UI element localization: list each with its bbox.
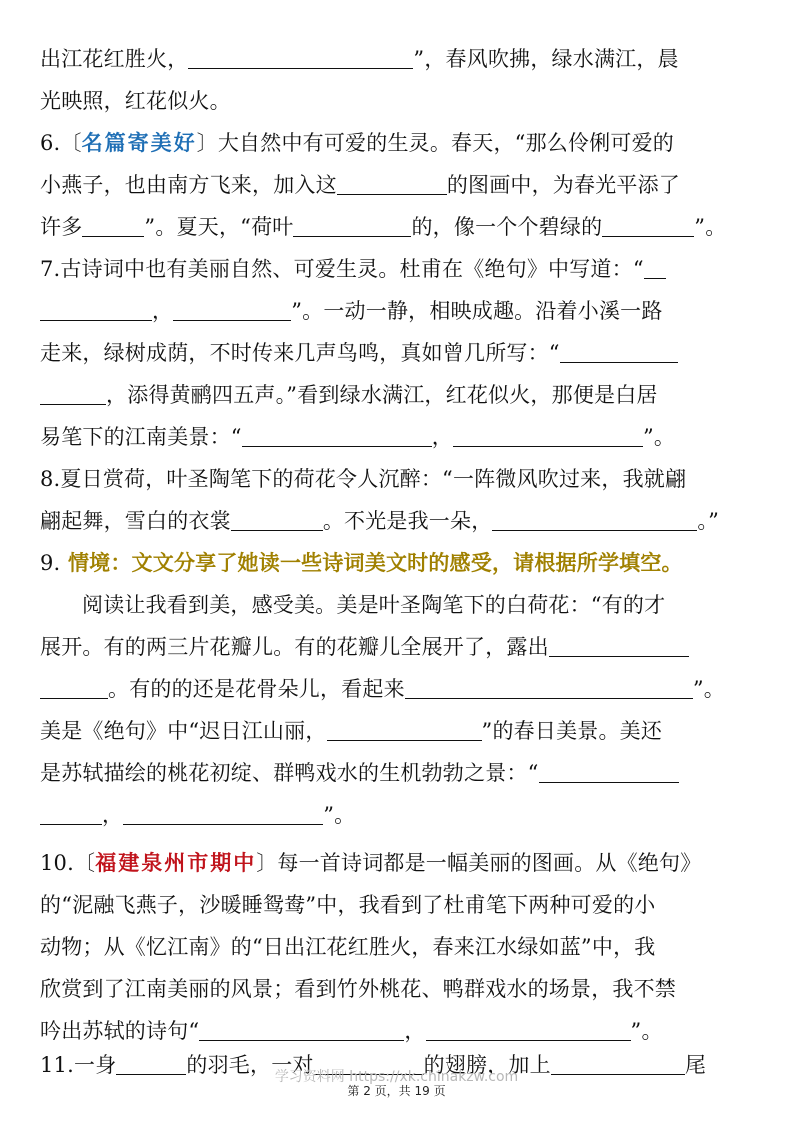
- question-9-line-4: [40, 716, 755, 746]
- question-instruction: 情境：文文分享了她读一些诗词美文时的感受，请根据所学填空。: [67, 550, 683, 575]
- text-segment: 的翅膀，加上: [423, 1053, 551, 1077]
- question-10-line-2: [40, 890, 755, 920]
- text-line: [40, 44, 755, 74]
- fill-blank[interactable]: [327, 720, 482, 741]
- fill-blank[interactable]: [602, 216, 694, 237]
- fill-blank[interactable]: [549, 636, 689, 657]
- source-tag: 福建泉州市期中: [95, 850, 257, 875]
- text-segment: 大自然中有可爱的生灵。春天，“那么伶俐可爱的: [217, 131, 674, 155]
- question-8-line-1: [40, 464, 755, 494]
- source-tag: 名篇寄美好: [81, 130, 197, 155]
- text-segment: ”，春风吹拂，绿水满江，晨: [413, 47, 679, 71]
- question-6-line-3: [40, 212, 755, 242]
- text-segment: 的羽毛，一对: [186, 1053, 314, 1077]
- text-segment: 吟出苏轼的诗句“: [40, 1019, 200, 1043]
- bracket: 〕: [256, 851, 278, 875]
- fill-blank[interactable]: [426, 1020, 631, 1041]
- question-number: 10.: [40, 851, 74, 875]
- page-footer: 第 2 页，共 19 页: [347, 1084, 446, 1098]
- text-segment: ，: [102, 803, 124, 827]
- text-segment: 。不光是我一朵，: [322, 509, 493, 533]
- text-segment: ”。一动一静，相映成趣。沿着小溪一路: [291, 299, 663, 323]
- fill-blank[interactable]: [405, 678, 693, 699]
- question-7-line-4: [40, 380, 755, 410]
- question-number: 9.: [40, 551, 61, 575]
- text-segment: 。”: [697, 509, 720, 533]
- question-9-line-3: [40, 674, 755, 704]
- fill-blank[interactable]: [173, 300, 291, 321]
- text-segment: 。有的的还是花骨朵儿，看起来: [108, 677, 405, 701]
- text-segment: ，: [152, 299, 174, 323]
- text-segment: 7.古诗词中也有美丽自然、可爱生灵。杜甫在《绝句》中写道：“: [40, 257, 644, 281]
- fill-blank[interactable]: [242, 426, 432, 447]
- question-6-line-2: [40, 170, 755, 200]
- fill-blank[interactable]: [453, 426, 643, 447]
- text-line: [40, 86, 755, 116]
- bracket: 〔: [60, 131, 82, 155]
- question-10-line-5: [40, 1016, 755, 1046]
- question-8-line-2: [40, 506, 755, 536]
- text-segment: 走来，绿树成荫，不时传来几声鸟鸣，真如曾几所写：“: [40, 341, 560, 365]
- text-segment: 每一首诗词都是一幅美丽的图画。从《绝句》: [277, 851, 702, 875]
- question-10-line-3: [40, 932, 755, 962]
- fill-blank[interactable]: [40, 804, 102, 825]
- text-segment: 的“泥融飞燕子，沙暖睡鸳鸯”中，我看到了杜甫笔下两种可爱的小: [40, 893, 656, 917]
- watermark: 学习资料网 https://xk.chinakzw.com: [274, 1069, 519, 1085]
- fill-blank[interactable]: [123, 804, 323, 825]
- fill-blank[interactable]: [40, 384, 106, 405]
- text-segment: 阅读让我看到美，感受美。美是叶圣陶笔下的白荷花：“有的才: [82, 593, 666, 617]
- question-9-title: [40, 548, 755, 578]
- text-segment: ”。: [630, 1019, 663, 1043]
- text-segment: 尾: [684, 1053, 707, 1077]
- fill-blank[interactable]: [82, 216, 144, 237]
- fill-blank[interactable]: [560, 342, 678, 363]
- question-6-line-1: [40, 128, 755, 158]
- text-segment: 易笔下的江南美景：“: [40, 425, 242, 449]
- text-segment: 展开。有的两三片花瓣儿。有的花瓣儿全展开了，露出: [40, 635, 549, 659]
- text-segment: 许多: [40, 215, 83, 239]
- text-segment: 的图画中，为春光平添了: [446, 173, 681, 197]
- fill-blank[interactable]: [188, 48, 413, 69]
- text-segment: ，添得黄鹂四五声。”看到绿水满江，红花似火，那便是白居: [106, 383, 658, 407]
- text-segment: ”。夏天，“荷叶: [144, 215, 294, 239]
- bracket: 〕: [196, 131, 218, 155]
- text-segment: 欣赏到了江南美丽的风景；看到竹外桃花、鸭群戏水的场景，我不禁: [40, 977, 676, 1001]
- question-7-line-2: [40, 296, 755, 326]
- text-segment: ”的春日美景。美还: [481, 719, 663, 743]
- text-segment: ”。: [692, 677, 725, 701]
- fill-blank[interactable]: [231, 510, 323, 531]
- text-segment: 是苏轼描绘的桃花初绽、群鸭戏水的生机勃勃之景：“: [40, 761, 539, 785]
- text-segment: ，: [431, 425, 453, 449]
- text-segment: 出江花红胜火，: [40, 47, 189, 71]
- text-segment: 的，像一个个碧绿的: [411, 215, 603, 239]
- text-segment: ”。: [323, 803, 356, 827]
- fill-blank[interactable]: [199, 1020, 404, 1041]
- question-9-line-6: [40, 800, 755, 830]
- question-10-line-4: [40, 974, 755, 1004]
- question-7-line-3: [40, 338, 755, 368]
- text-segment: ”。: [694, 215, 727, 239]
- question-7-line-5: [40, 422, 755, 452]
- question-10-line-1: [40, 848, 755, 878]
- question-9-line-5: [40, 758, 755, 788]
- fill-blank[interactable]: [293, 216, 411, 237]
- fill-blank[interactable]: [492, 510, 697, 531]
- text-segment: ”。: [642, 425, 676, 449]
- fill-blank[interactable]: [40, 300, 152, 321]
- text-segment: 8.夏日赏荷，叶圣陶笔下的荷花令人沉醉：“一阵微风吹过来，我就翩: [40, 467, 687, 491]
- text-segment: 动物；从《忆江南》的“日出江花红胜火，春来江水绿如蓝”中，我: [40, 935, 656, 959]
- text-segment: 光映照，红花似火。: [40, 89, 231, 113]
- bracket: 〔: [74, 851, 96, 875]
- fill-blank[interactable]: [337, 174, 447, 195]
- question-9-line-1: [82, 590, 755, 620]
- text-segment: 11.一身: [40, 1053, 117, 1077]
- question-number: 6.: [40, 131, 61, 155]
- fill-blank[interactable]: [539, 762, 679, 783]
- fill-blank[interactable]: [40, 678, 108, 699]
- text-segment: 小燕子，也由南方飞来，加入这: [40, 173, 337, 197]
- fill-blank[interactable]: [644, 258, 666, 279]
- text-segment: 美是《绝句》中“迟日江山丽，: [40, 719, 327, 743]
- text-segment: ，: [404, 1019, 426, 1043]
- question-7-line-1: [40, 254, 755, 284]
- question-9-line-2: [40, 632, 755, 662]
- text-segment: 翩起舞，雪白的衣裳: [40, 509, 231, 533]
